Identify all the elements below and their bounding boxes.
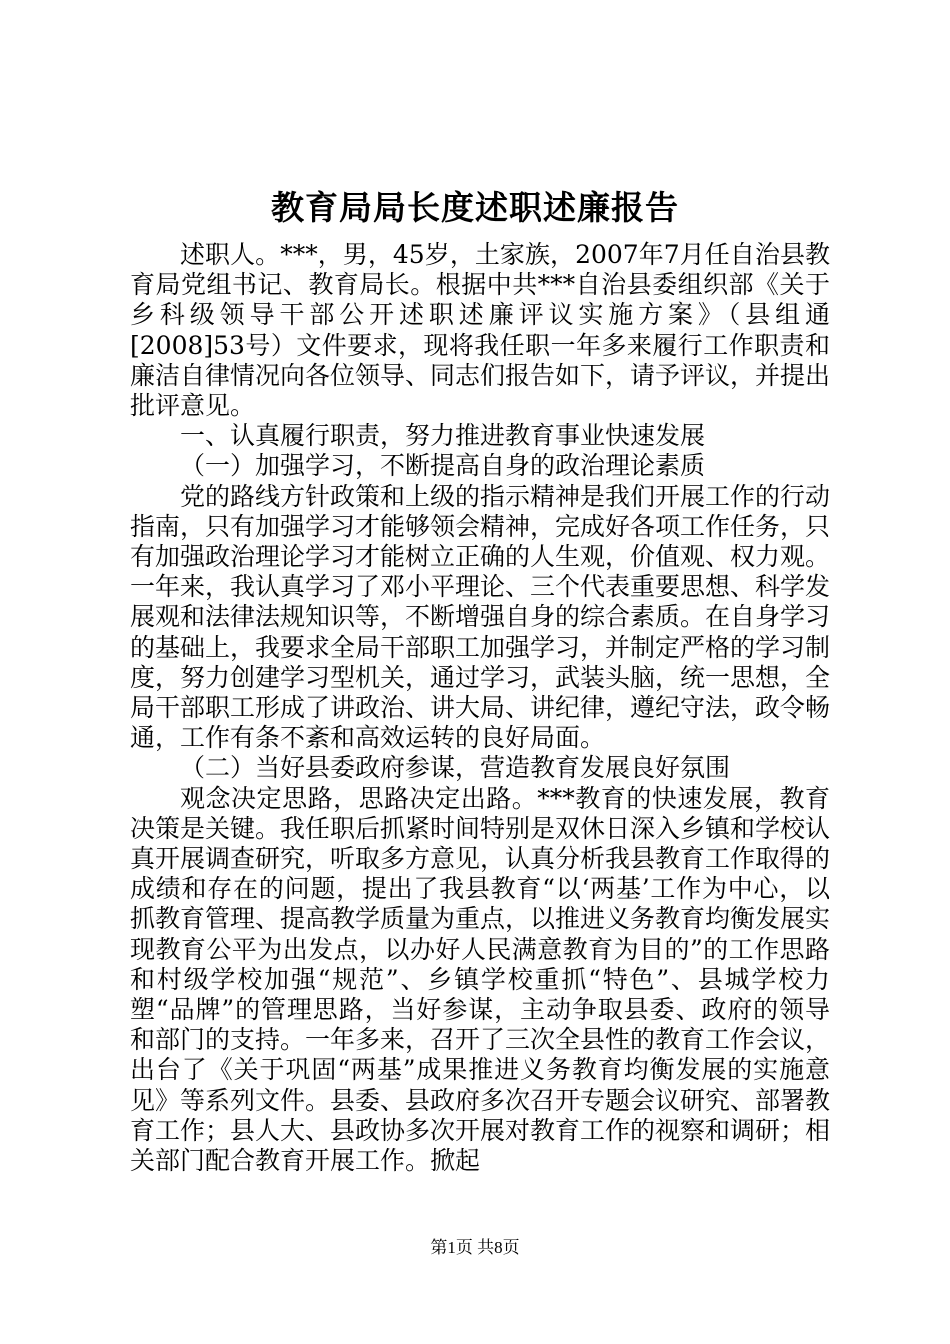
paragraph-intro: 述职人。***，男，45岁，土家族，2007年7月任自治县教育局党组书记、教育局长。根据中共***自治县委组织部《关于乡科级领导干部公开述职述廉评议实施方案》（县组通[2008]53号）文件要求，现将我任职一年多来履行工作职责和廉洁自律情况向各位领导、同志们报告如下，请予评议，并提出批评意见。 — [130, 240, 831, 421]
document-body — [130, 240, 830, 1176]
page-number-footer: 第1页 共8页 — [430, 1238, 520, 1257]
subsection-heading-2: （二）当好县委政府参谋，营造教育发展良好氛围 — [180, 753, 731, 783]
paragraph-study: 党的路线方针政策和上级的指示精神是我们开展工作的行动指南，只有加强学习才能够领会精神，完成好各项工作任务，只有加强政治理论学习才能树立正确的人生观，价值观、权力观。一年来，我认真学习了邓小平理论、三个代表重要思想、科学发展观和法律法规知识等，不断增强自身的综合素质。在自身学习的基础上，我要求全局干部职工加强学习，并制定严格的学习制度，努力创建学习型机关，通过学习，武装头脑，统一思想，全局干部职工形成了讲政治、讲大局、讲纪律，遵纪守法，政令畅通，工作有条不紊和高效运转的良好局面。 — [130, 481, 831, 753]
document-title: 教育局局长度述职述廉报告 — [271, 188, 679, 227]
paragraph-advisor: 观念决定思路，思路决定出路。***教育的快速发展，教育决策是关键。我任职后抓紧时间特别是双休日深入乡镇和学校认真开展调查研究，听取多方意见，认真分析我县教育工作取得的成绩和存在的问题，提出了我县教育“以‘两基’工作为中心，以抓教育管理、提高教学质量为重点，以推进义务教育均衡发展实现教育公平为出发点，以办好人民满意教育为目的”的工作思路和村级学校加强“规范”、乡镇学校重抓“特色”、县城学校力塑“品牌”的管理思路，当好参谋，主动争取县委、政府的领导和部门的支持。一年多来，召开了三次全县性的教育工作会议，出台了《关于巩固“两基”成果推进义务教育均衡发展的实施意见》等系列文件。县委、县政府多次召开专题会议研究、部署教育工作；县人大、县政协多次开展对教育工作的视察和调研；相关部门配合教育开展工作。掀起 — [130, 783, 831, 1176]
section-heading-1: 一、认真履行职责，努力推进教育事业快速发展 — [180, 421, 706, 451]
subsection-heading-1: （一）加强学习，不断提高自身的政治理论素质 — [180, 451, 706, 481]
